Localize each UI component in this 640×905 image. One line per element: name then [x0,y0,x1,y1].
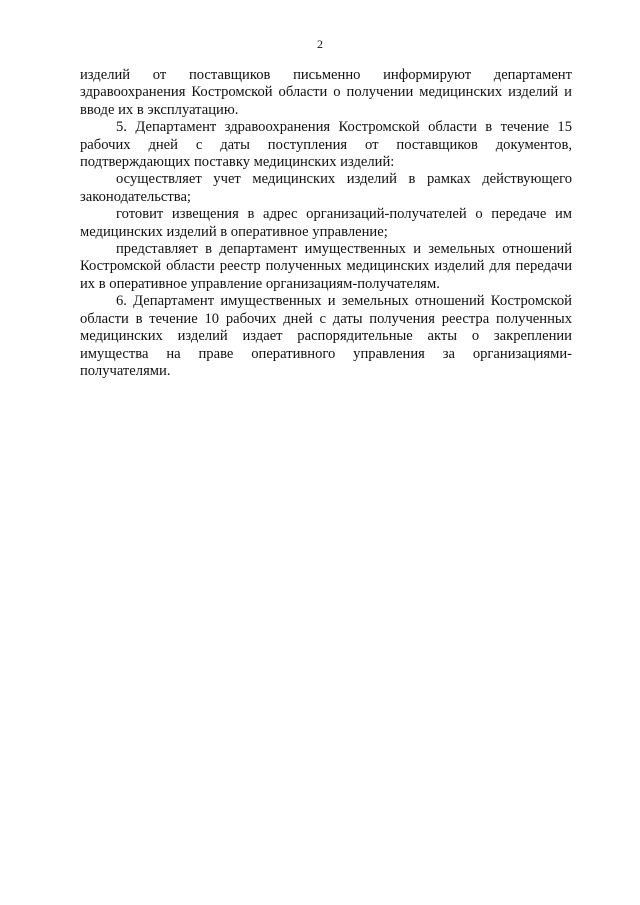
document-body [80,67,572,380]
paragraph-accounting: осуществляет учет медицинских изделий в рамках действующего законодательства; [80,171,572,205]
paragraph-item-6: 6. Департамент имущественных и земельных отношений Костромской области в течение 10 рабочих дней с даты получения реестра полученных медицинских изделий издает распорядительные акты о закреплении имущества на праве оперативного управления за организациями-получателями. [80,293,572,379]
page-number: 2 [317,37,323,51]
paragraph-registry: представляет в департамент имущественных и земельных отношений Костромской области реестр полученных медицинских изделий для передачи их в оперативное управление организациям-получателям. [80,241,572,292]
paragraph-item-5: 5. Департамент здравоохранения Костромской области в течение 15 рабочих дней с даты поступления от поставщиков документов, подтверждающих поставку медицинских изделий: [80,119,572,171]
paragraph-notices: готовит извещения в адрес организаций-получателей о передаче им медицинских изделий в оперативное управление; [80,206,572,240]
paragraph-continuation: изделий от поставщиков письменно информируют департамент здравоохранения Костромской области о получении медицинских изделий и вводе их в эксплуатацию. [80,67,572,118]
